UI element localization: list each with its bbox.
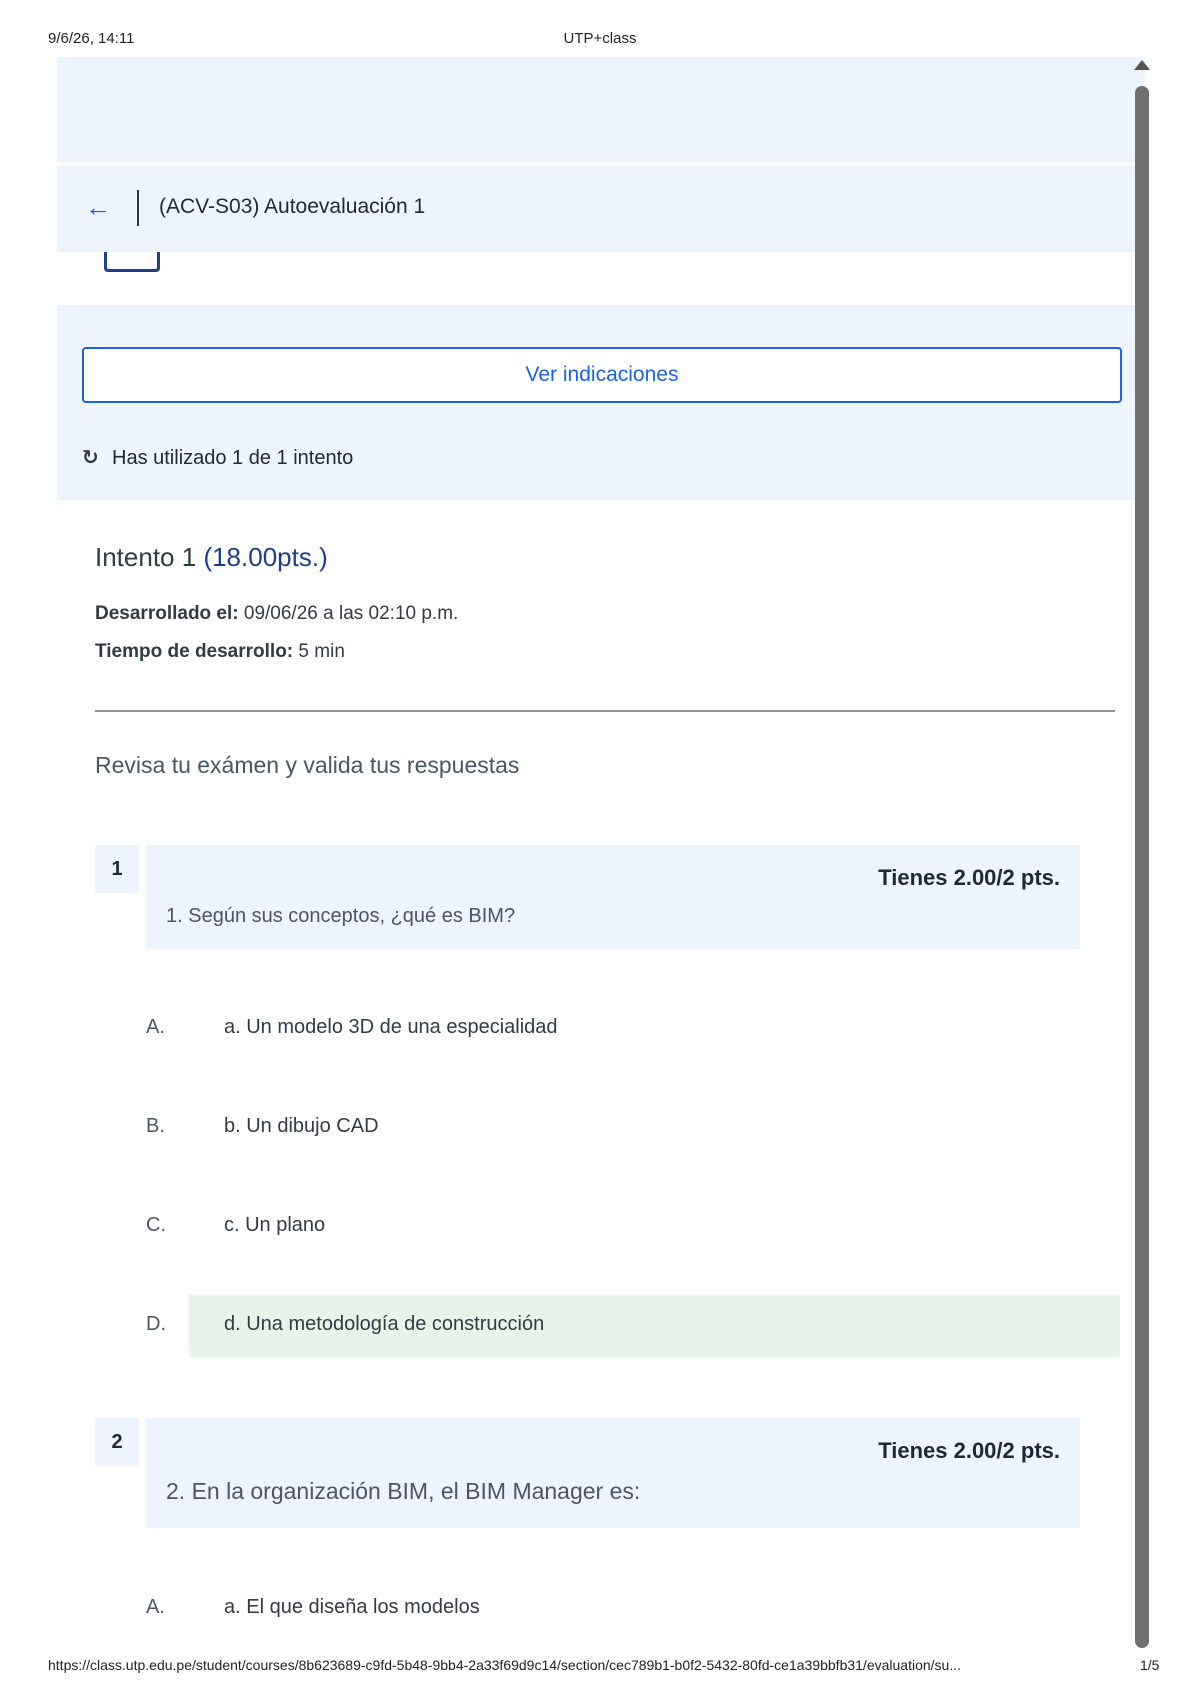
answer-option[interactable]: [146, 1578, 1120, 1640]
answer-option-correct[interactable]: [146, 1295, 1120, 1357]
option-text: a. Un modelo 3D de una especialidad: [224, 1016, 558, 1038]
option-body[interactable]: [189, 1295, 1120, 1357]
arrow-left-icon[interactable]: ←: [85, 192, 111, 222]
page-header: [57, 166, 1145, 252]
header-divider: [137, 190, 139, 226]
attempt-title: [95, 542, 328, 573]
option-body[interactable]: [189, 1578, 1120, 1640]
print-page-number: 1/5: [1140, 1657, 1160, 1673]
review-title: Revisa tu exámen y valida tus respuestas: [95, 752, 520, 778]
option-text: a. El que diseña los modelos: [224, 1596, 480, 1618]
attempts-row: [82, 445, 353, 470]
time-row: [95, 641, 345, 663]
option-letter: A.: [146, 1016, 165, 1038]
question-card: [146, 845, 1080, 949]
time-value: 5 min: [298, 641, 345, 662]
scrollbar-thumb[interactable]: [1135, 86, 1149, 1648]
page-title: (ACV-S03) Autoevaluación 1: [159, 195, 426, 218]
developed-value: 09/06/26 a las 02:10 p.m.: [243, 603, 459, 624]
scroll-up-arrow-icon[interactable]: [1134, 60, 1150, 70]
answer-option[interactable]: [146, 998, 1120, 1060]
print-url: https://class.utp.edu.pe/student/courses/8b623689-c9fd-5b48-9bb4-2a33f69d9c14/section/cec789b1-b0f2-5432-80fd-ce1a39bbfb31/evaluation/su...: [48, 1657, 961, 1673]
time-label: Tiempo de desarrollo:: [95, 641, 294, 662]
developed-row: [95, 603, 458, 625]
question-text: 1. Según sus conceptos, ¿qué es BIM?: [166, 905, 516, 927]
option-letter: A.: [146, 1596, 165, 1618]
answer-option[interactable]: [146, 1097, 1120, 1159]
question-number: 2: [95, 1418, 139, 1466]
developed-label: Desarrollado el:: [95, 603, 239, 624]
option-body[interactable]: [189, 1097, 1120, 1159]
section-divider: [95, 710, 1115, 712]
option-text: b. Un dibujo CAD: [224, 1115, 379, 1137]
option-letter: D.: [146, 1313, 166, 1335]
question-number: 1: [95, 845, 139, 893]
question-score: Tienes 2.00/2 pts.: [878, 865, 1060, 890]
info-panel: [57, 305, 1145, 500]
option-body[interactable]: [189, 998, 1120, 1060]
option-letter: B.: [146, 1115, 165, 1137]
refresh-icon: ↻: [82, 447, 99, 469]
attempt-points: (18.00pts.): [203, 542, 328, 572]
question-score: Tienes 2.00/2 pts.: [878, 1438, 1060, 1463]
ver-indicaciones-button[interactable]: Ver indicaciones: [82, 347, 1122, 403]
option-body[interactable]: [189, 1196, 1120, 1258]
option-letter: C.: [146, 1214, 166, 1236]
attempts-text: Has utilizado 1 de 1 intento: [112, 447, 354, 469]
option-text: d. Una metodología de construcción: [224, 1313, 545, 1335]
print-datetime: 9/6/26, 14:11: [48, 30, 135, 47]
top-band: [57, 57, 1145, 162]
question-text: 2. En la organización BIM, el BIM Manager es:: [166, 1478, 641, 1504]
option-text: c. Un plano: [224, 1214, 326, 1236]
question-card: [146, 1418, 1080, 1528]
attempt-label: Intento 1: [95, 542, 197, 572]
answer-option[interactable]: [146, 1196, 1120, 1258]
print-title: UTP+class: [563, 30, 637, 47]
